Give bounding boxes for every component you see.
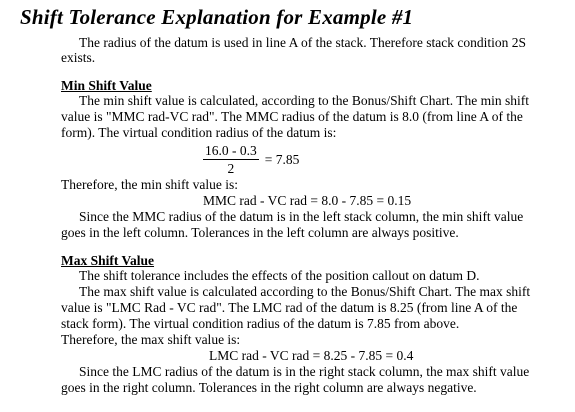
fraction-numerator: 16.0 - 0.3 xyxy=(205,143,257,158)
min-since-line-2: goes in the left column. Tolerances in the left column are always positive. xyxy=(61,225,459,240)
intro-line-1: The radius of the datum is used in line A of the stack. Therefore stack condition 2S xyxy=(79,35,527,50)
max-shift-heading: Max Shift Value xyxy=(61,253,155,268)
max-shift-line-4: stack form). The virtual condition radius of the datum is 7.85 from above. xyxy=(61,316,460,331)
max-shift-line-2: The max shift value is calculated according to the Bonus/Shift Chart. The max shift xyxy=(79,284,531,299)
fraction-denominator: 2 xyxy=(227,161,235,176)
vc-radius-fraction xyxy=(203,143,299,176)
max-shift-line-5: Therefore, the max shift value is: xyxy=(61,332,241,347)
max-shift-line-1: The shift tolerance includes the effects of the position callout on datum D. xyxy=(79,268,480,283)
min-shift-line-2: value is "MMC rad-VC rad". The MMC radius of the datum is 8.0 (from line A of the xyxy=(61,109,523,124)
max-shift-line-3: value is "LMC Rad - VC rad". The LMC rad of the datum is 8.25 (from line A of the xyxy=(61,300,518,315)
min-therefore-line: Therefore, the min shift value is: xyxy=(61,177,238,192)
intro-line-2: exists. xyxy=(61,50,96,65)
page-title: Shift Tolerance Explanation for Example #1 xyxy=(20,5,414,29)
fraction-result: = 7.85 xyxy=(264,151,300,167)
min-shift-line-3: form). The virtual condition radius of the datum is: xyxy=(61,125,337,140)
min-shift-equation: MMC rad - VC rad = 8.0 - 7.85 = 0.15 xyxy=(203,193,412,208)
min-since-line-1: Since the MMC radius of the datum is in the left stack column, the min shift value xyxy=(79,209,524,224)
max-since-line-2: goes in the right column. Tolerances in the right column are always negative. xyxy=(61,380,477,395)
max-since-line-1: Since the LMC radius of the datum is in the right stack column, the max shift value xyxy=(79,364,530,379)
min-shift-heading: Min Shift Value xyxy=(61,78,152,93)
min-shift-line-1: The min shift value is calculated, according to the Bonus/Shift Chart. The min shift xyxy=(79,93,530,108)
max-shift-equation: LMC rad - VC rad = 8.25 - 7.85 = 0.4 xyxy=(209,348,414,363)
